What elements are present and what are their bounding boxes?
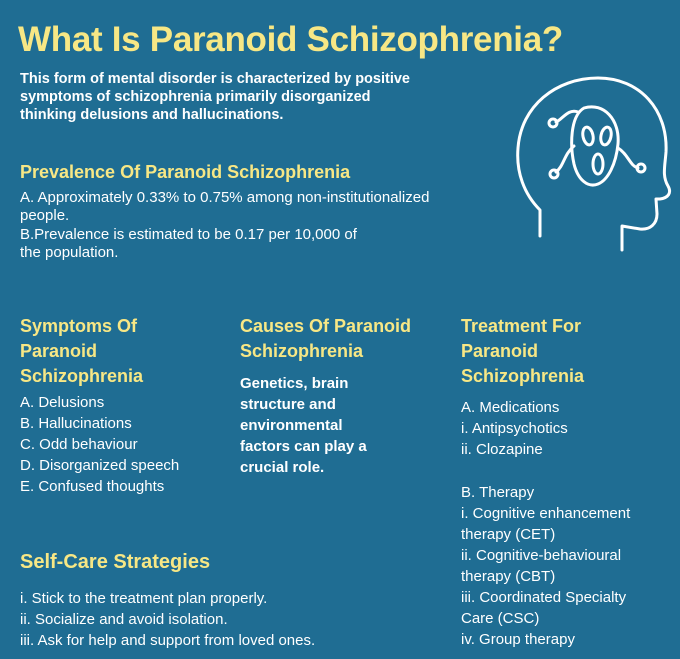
prevalence-line: people. [20, 207, 70, 225]
list-item: iii. Ask for help and support from loved ones. [20, 632, 316, 649]
treatment-heading-line: Paranoid [461, 341, 539, 361]
list-item: Care (CSC) [461, 610, 540, 627]
causes-line: structure and [240, 396, 336, 413]
list-item: iv. Group therapy [461, 631, 575, 648]
causes-line: Genetics, brain [240, 375, 349, 392]
prevalence-heading: Prevalence Of Paranoid Schizophrenia [20, 162, 351, 182]
causes-heading [240, 314, 440, 364]
prevalence-line: B.Prevalence is estimated to be 0.17 per 10,000 of [20, 225, 357, 243]
intro-line: thinking delusions and hallucinations. [20, 107, 284, 123]
treatment-medications-list [461, 397, 568, 460]
treatment-heading-line: Schizophrenia [461, 366, 585, 386]
intro-line: This form of mental disorder is characterized by positive [20, 71, 410, 87]
treatment-heading-line: Treatment For [461, 316, 582, 336]
page-title: What Is Paranoid Schizophrenia? [18, 20, 563, 59]
list-item: therapy (CBT) [461, 568, 556, 585]
list-item: iii. Coordinated Specialty [461, 589, 627, 606]
prevalence-text [20, 189, 429, 262]
list-item: E. Confused thoughts [20, 478, 165, 495]
list-item: ii. Cognitive-behavioural [461, 547, 622, 564]
symptoms-heading [20, 314, 200, 389]
list-item: D. Disorganized speech [20, 457, 180, 474]
causes-heading-line: Schizophrenia [240, 341, 364, 361]
prevalence-line: the population. [20, 243, 119, 261]
list-item: ii. Socialize and avoid isolation. [20, 611, 228, 628]
causes-text [240, 373, 367, 478]
list-item: i. Cognitive enhancement [461, 505, 631, 522]
symptoms-heading-line: Paranoid [20, 341, 98, 361]
causes-line: factors can play a [240, 438, 367, 455]
symptoms-heading-line: Schizophrenia [20, 366, 144, 386]
list-item: C. Odd behaviour [20, 436, 138, 453]
list-item: A. Medications [461, 399, 560, 416]
self-care-list [20, 588, 315, 651]
symptoms-list [20, 392, 179, 497]
list-item: therapy (CET) [461, 526, 556, 543]
symptoms-heading-line: Symptoms Of [20, 316, 138, 336]
causes-heading-line: Causes Of Paranoid [240, 316, 412, 336]
list-item: B. Hallucinations [20, 415, 132, 432]
treatment-therapy-list [461, 482, 630, 650]
causes-line: environmental [240, 417, 343, 434]
prevalence-line: A. Approximately 0.33% to 0.75% among non-institutionalized [20, 189, 430, 206]
intro-line: symptoms of schizophrenia primarily disorganized [20, 89, 371, 105]
list-item: i. Antipsychotics [461, 420, 568, 437]
intro-paragraph [20, 70, 490, 124]
causes-line: crucial role. [240, 459, 325, 476]
list-item: B. Therapy [461, 484, 535, 501]
list-item: A. Delusions [20, 394, 105, 411]
list-item: i. Stick to the treatment plan properly. [20, 590, 268, 607]
treatment-heading [461, 314, 661, 389]
list-item: ii. Clozapine [461, 441, 543, 458]
self-care-heading: Self-Care Strategies [20, 551, 211, 573]
head-with-screaming-face-icon [512, 68, 672, 258]
